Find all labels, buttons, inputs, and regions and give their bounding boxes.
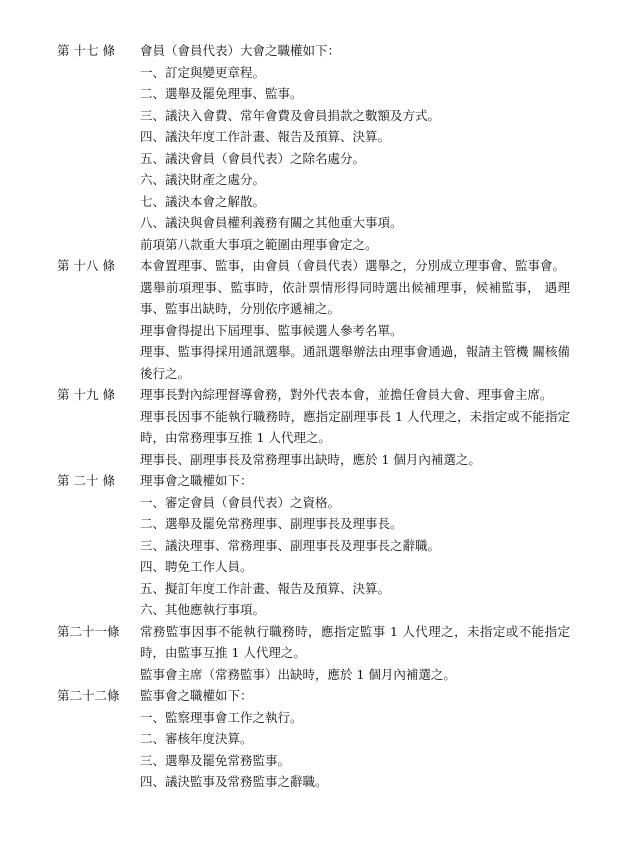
article-paragraph: 理事長因事不能執行職務時，應指定副理事長 1 人代理之，未指定或不能指定時，由常務理事互推 1 人代理之。 (140, 408, 570, 445)
article-paragraph: 選舉前項理事、監事時，依計票情形得同時選出候補理事，候補監事， 遇理事、監事出缺時，分別依序遞補之。 (140, 279, 570, 316)
article-body (140, 685, 570, 793)
list-item: 四、議決年度工作計畫、報告及預算、決算。 (140, 129, 391, 144)
list-item: 四、議決監事及常務監事之辭職。 (140, 774, 328, 789)
article-paragraph: 理事長、副理事長及常務理事出缺時，應於 1 個月內補選之。 (140, 451, 481, 467)
list-item: 五、議決會員（會員代表）之除名處分。 (140, 150, 366, 166)
article-paragraph: 監事會主席（常務監事）出缺時，應於 1 個月內補選之。 (140, 666, 456, 682)
article-paragraph: 前項第八款重大事項之範圍由理事會定之。 (140, 236, 378, 252)
article-body (140, 470, 570, 621)
list-item: 六、其他應執行事項。 (140, 602, 266, 617)
article-label: 第二十一條 (57, 623, 120, 639)
article-18 (57, 255, 619, 384)
article-label: 第 二十 條 (57, 473, 115, 488)
article-paragraph: 理事會得提出下屆理事、監事候選人參考名單。 (140, 322, 403, 338)
list-item: 一、審定會員（會員代表）之資格。 (140, 494, 341, 510)
article-label: 第 十七 條 (57, 43, 115, 58)
list-item: 四、聘免工作人員。 (140, 559, 253, 574)
list-item: 二、選舉及罷免常務理事、副理事長及理事長。 (140, 516, 403, 531)
list-item: 七、議決本會之解散。 (140, 193, 266, 209)
article-paragraph: 常務監事因事不能執行職務時，應指定監事 1 人代理之，未指定或不能指定時，由監事互推 1 人代理之。 (140, 623, 570, 660)
list-item: 三、議決理事、常務理事、副理事長及理事長之辭職。 (140, 537, 441, 553)
list-item: 三、議決入會費、常年會費及會員捐款之數額及方式。 (140, 107, 441, 123)
article-19 (57, 384, 619, 470)
list-item: 六、議決財產之處分。 (140, 172, 266, 187)
article-paragraph: 理事、監事得採用通訊選舉。通訊選舉辦法由理事會通過，報請主管機 關核備後行之。 (140, 344, 570, 381)
article-body (140, 384, 570, 470)
article-label: 第 十九 條 (57, 387, 115, 402)
article-body (140, 621, 570, 686)
article-label: 第二十二條 (57, 688, 120, 703)
list-item: 八、議決與會員權利義務有關之其他重大事項。 (140, 215, 403, 230)
article-22 (57, 685, 619, 793)
list-item: 二、選舉及罷免理事、監事。 (140, 86, 303, 101)
article-label: 第 十八 條 (57, 258, 115, 273)
list-item: 五、擬訂年度工作計畫、報告及預算、決算。 (140, 580, 391, 596)
article-body (140, 40, 570, 255)
article-paragraph: 會員（會員代表）大會之職權如下： (140, 43, 341, 58)
article-paragraph: 本會置理事、監事，由會員（會員代表）選舉之，分別成立理事會、監事會。 (140, 258, 566, 273)
list-item: 一、監察理事會工作之執行。 (140, 709, 303, 725)
article-21 (57, 621, 619, 686)
list-item: 二、審核年度決算。 (140, 731, 253, 746)
article-17 (57, 40, 619, 255)
article-paragraph: 理事長對內綜理督導會務，對外代表本會，並擔任會員大會、理事會主席。 (140, 387, 553, 402)
article-20 (57, 470, 619, 621)
list-item: 一、訂定與變更章程。 (140, 64, 266, 80)
article-body (140, 255, 570, 384)
list-item: 三、選舉及罷免常務監事。 (140, 752, 291, 768)
article-paragraph: 監事會之職權如下： (140, 688, 253, 703)
article-paragraph: 理事會之職權如下： (140, 473, 253, 488)
